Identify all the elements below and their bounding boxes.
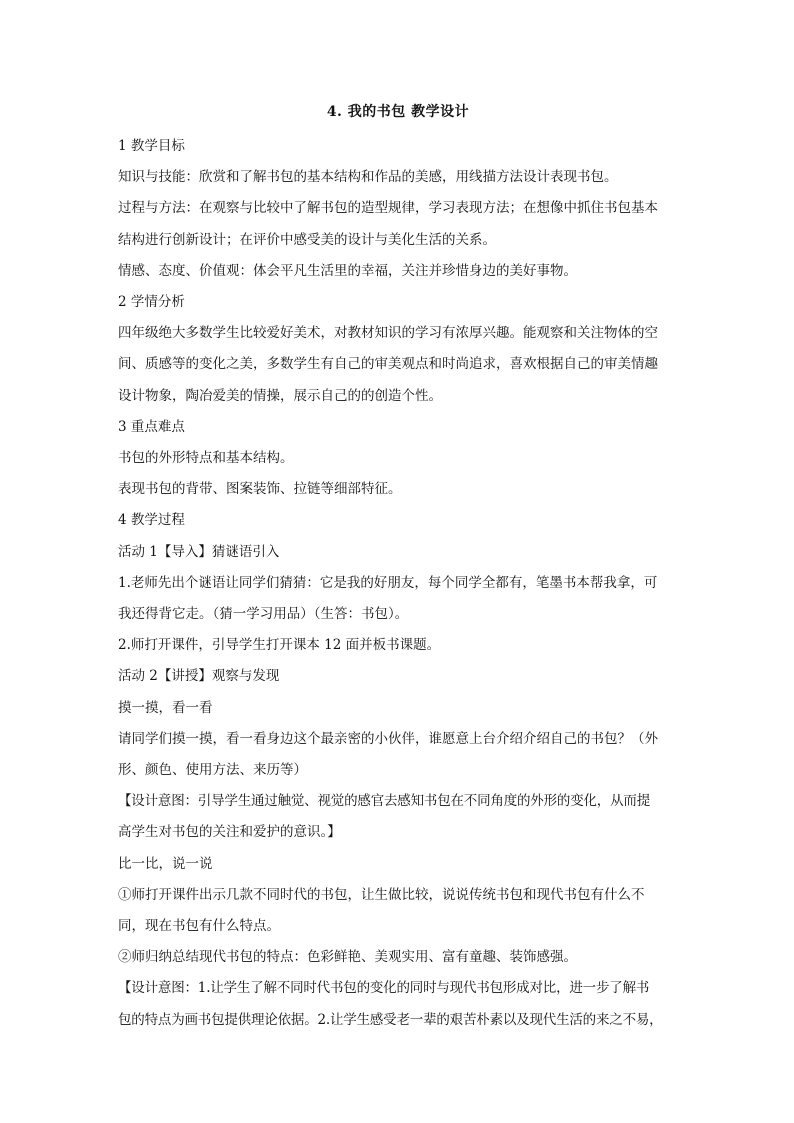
student-analysis-line2: 间、质感等的变化之美，多数学生有自己的审美观点和时尚追求，喜欢根据自己的审美情趣 bbox=[118, 356, 658, 373]
activity-1-step1-line2: 我还得背它走。（猜一学习用品）（生答：书包）。 bbox=[118, 606, 409, 623]
touch-look-line2: 形、颜色、使用方法、来历等） bbox=[118, 762, 307, 779]
heading-student-analysis: 2 学情分析 bbox=[118, 294, 185, 311]
touch-look-line1: 请同学们摸一摸，看一看身边这个最亲密的小伙伴，谁愿意上台介绍介绍自己的书包？（外 bbox=[118, 730, 658, 747]
subheading-compare-talk: 比一比，说一说 bbox=[118, 855, 213, 872]
heading-key-points: 3 重点难点 bbox=[118, 418, 185, 435]
key-point-2: 表现书包的背带、图案装饰、拉链等细部特征。 bbox=[118, 481, 402, 498]
compare-step1-line1: ①师打开课件出示几款不同时代的书包，让生做比较，说说传统书包和现代书包有什么不 bbox=[118, 886, 645, 903]
document-body bbox=[118, 102, 678, 1036]
activity-2-heading: 活动 2【讲授】观察与发现 bbox=[118, 668, 280, 685]
activity-1-step1-line1: 1.老师先出个谜语让同学们猜猜：它是我的好朋友，每个同学全都有，笔墨书本帮我拿，可 bbox=[118, 574, 658, 591]
goal-process-methods-line1: 过程与方法：在观察与比较中了解书包的造型规律，学习表现方法；在想像中抓住书包基本 bbox=[118, 200, 658, 217]
design-intent-2-line2: 包的特点为画书包提供理论依据。2.让学生感受老一辈的艰苦朴素以及现代生活的来之不易， bbox=[118, 1011, 663, 1028]
compare-step2: ②师归纳总结现代书包的特点：色彩鲜艳、美观实用、富有童趣、装饰感强。 bbox=[118, 949, 577, 966]
heading-teaching-goals: 1 教学目标 bbox=[118, 138, 185, 154]
student-analysis-line3: 设计物象，陶冶爱美的情操，展示自己的的创造个性。 bbox=[118, 387, 442, 404]
heading-teaching-process: 4 教学过程 bbox=[118, 512, 185, 529]
goal-knowledge-skills: 知识与技能：欣赏和了解书包的基本结构和作品的美感，用线描方法设计表现书包。 bbox=[118, 169, 618, 186]
goal-emotion-values: 情感、态度、价值观：体会平凡生活里的幸福，关注并珍惜身边的美好事物。 bbox=[118, 262, 577, 279]
key-point-1: 书包的外形特点和基本结构。 bbox=[118, 450, 294, 467]
student-analysis-line1: 四年级绝大多数学生比较爱好美术，对教材知识的学习有浓厚兴趣。能观察和关注物体的空 bbox=[118, 325, 658, 342]
subheading-touch-look: 摸一摸，看一看 bbox=[118, 699, 213, 716]
document-title: 4. 我的书包 教学设计 bbox=[326, 104, 470, 120]
activity-1-heading: 活动 1【导入】猜谜语引入 bbox=[118, 543, 280, 560]
compare-step1-line2: 同，现在书包有什么特点。 bbox=[118, 918, 280, 935]
design-intent-1-line2: 高学生对书包的关注和爱护的意识。】 bbox=[118, 824, 341, 841]
design-intent-1-line1: 【设计意图：引导学生通过触觉、视觉的感官去感知书包在不同角度的外形的变化，从而提 bbox=[118, 793, 650, 810]
design-intent-2-line1: 【设计意图：1.让学生了解不同时代书包的变化的同时与现代书包形成对比，进一步了解书 bbox=[118, 980, 650, 997]
goal-process-methods-line2: 结构进行创新设计；在评价中感受美的设计与美化生活的关系。 bbox=[118, 231, 496, 248]
activity-1-step2: 2.师打开课件，引导学生打开课本 12 面并板书课题。 bbox=[118, 637, 441, 654]
